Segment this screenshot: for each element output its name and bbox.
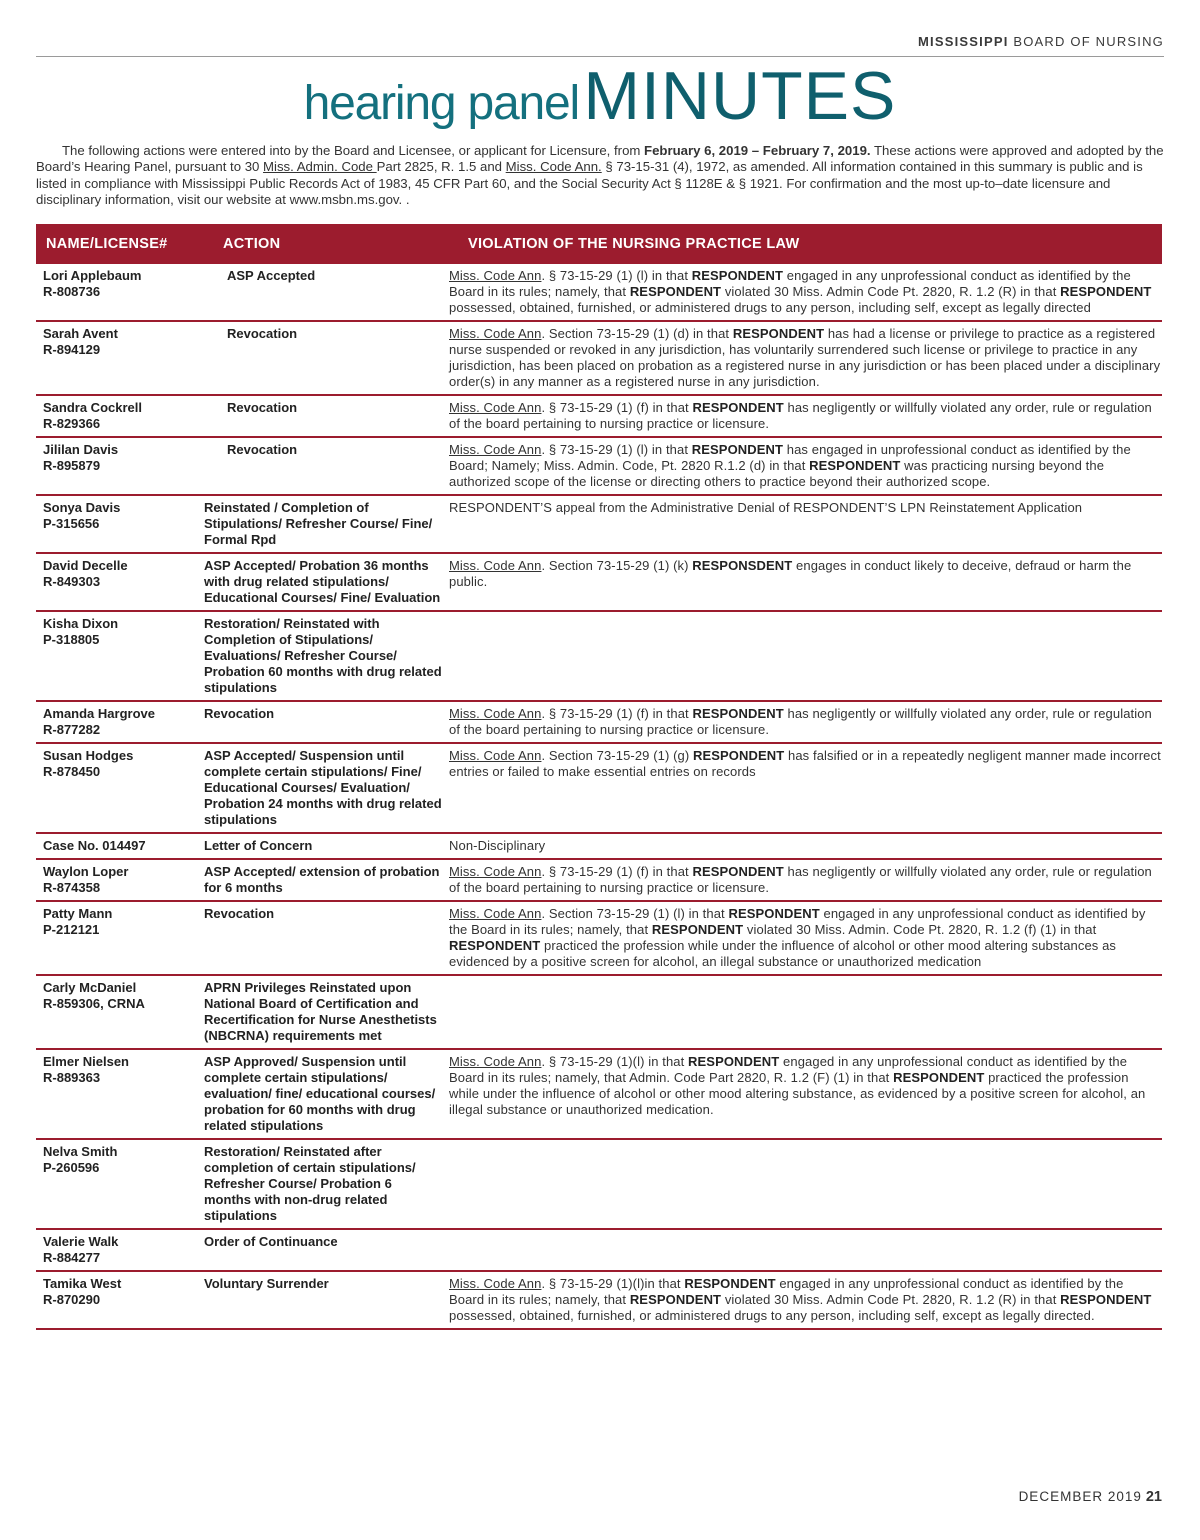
respondent-label: RESPONDENT [692,706,784,721]
action-cell: Restoration/ Reinstated with Completion of Stipulations/ Evaluations/ Refresher Course/ Probation 60 months with drug related stipulations [197,611,442,701]
code-citation: Miss. Code Ann [449,906,542,921]
licensee-name: Nelva Smith [43,1144,118,1159]
page-header [36,30,1164,57]
name-license-cell [36,495,197,553]
respondent-label: RESPONDENT [651,922,744,937]
violation-text: engaged in any unprofessional conduct as identified by the Board in its rules; namely, that [449,268,1131,299]
license-number: P-260596 [43,1160,100,1175]
respondent-label: RESPONDENT [1060,1292,1152,1307]
violation-text: . Section 73-15-29 (1) (l) in that [541,906,729,921]
violation-text: engaged in any unprofessional conduct as identified by the Board in its rules; namely, that [449,1276,1124,1307]
code-citation: Miss. Code Ann [449,268,542,283]
license-number: R-859306, CRNA [43,996,145,1011]
name-license-cell [36,701,197,743]
code-citation: Miss. Code Ann [449,748,542,763]
respondent-label: RESPONDENT [449,938,541,953]
violation-text: violated 30 Miss. Admin Code Pt. 2820, R. 1.2 (R) in that [721,1292,1061,1307]
org-name-bold: MISSISSIPPI [918,34,1009,49]
action-cell: Letter of Concern [197,833,442,859]
license-number: P-315656 [43,516,100,531]
violation-text: . § 73-15-29 (1)(l) in that [541,1054,689,1069]
violation-text: engaged in any unprofessional conduct as identified by the Board in its rules; namely, that Admin. Code Part 2820, R. 1.2 (F) (1) in that [449,1054,1128,1085]
action-cell: Reinstated / Completion of Stipulations/ Refresher Course/ Fine/ Formal Rpd [197,495,442,553]
licensee-name: David Decelle [43,558,128,573]
violation-text: has negligently or willfully violated any order, rule or regulation of the board pertaining to nursing practice or licensure. [449,400,1152,431]
name-license-cell [36,437,197,495]
table-row [36,701,1162,743]
license-number: R-878450 [43,764,101,779]
name-license-cell [36,975,197,1049]
licensee-name: Sonya Davis [43,500,121,515]
violation-cell [442,859,1162,901]
action-cell: Voluntary Surrender [197,1271,442,1329]
name-license-cell [36,395,197,437]
violation-text: . Section 73-15-29 (1) (d) in that [541,326,733,341]
violation-cell [442,1271,1162,1329]
respondent-label: RESPONDENT [688,1054,780,1069]
table-row [36,495,1162,553]
page-number: 21 [1145,1489,1162,1505]
licensee-name: Sarah Avent [43,326,118,341]
table-row [36,975,1162,1049]
table-header-row [36,224,1162,264]
name-license-cell [36,1049,197,1139]
issue-date: DECEMBER 2019 [1018,1489,1142,1504]
violation-text: violated 30 Miss. Admin. Code Pt. 2820, R. 1.2 (f) (1) in that [743,922,1097,937]
respondent-label: RESPONDENT [629,1292,722,1307]
violation-text: RESPONDENT’S appeal from the Administrative Denial of RESPONDENT’S LPN Reinstatement Application [449,500,1083,515]
violation-cell [442,395,1162,437]
respondent-label: RESPONDENT [691,268,784,283]
violation-cell [442,833,1162,859]
violation-text: engaged in any unprofessional conduct as identified by the Board in its rules; namely, that [449,906,1146,937]
licensee-name: Case No. 014497 [43,838,146,853]
publication-name [918,34,1164,49]
license-number: R-849303 [43,574,101,589]
violation-text: . § 73-15-29 (1)(l)in that [541,1276,685,1291]
respondent-label: RESPONDENT [692,400,784,415]
licensee-name: Lori Applebaum [43,268,142,283]
action-cell: Restoration/ Reinstated after completion of certain stipulations/ Refresher Course/ Probation 6 months with non-drug related stipulations [197,1139,442,1229]
name-license-cell [36,901,197,975]
respondent-label: RESPONSDENT [692,558,793,573]
code-citation: Miss. Code Ann [449,442,542,457]
violation-text: engages in conduct likely to deceive, defraud or harm the public. [449,558,1132,589]
action-cell: Revocation [197,901,442,975]
violation-text: . § 73-15-29 (1) (f) in that [541,400,693,415]
intro-s1: The following actions were entered into by the Board and Licensee, or applicant for Licensure, from [62,143,645,158]
action-cell: Revocation [197,395,442,437]
org-name-rest: BOARD OF NURSING [1013,34,1164,49]
license-number: R-895879 [43,458,101,473]
respondent-label: RESPONDENT [629,284,722,299]
table-row [36,1049,1162,1139]
licensee-name: Jililan Davis [43,442,119,457]
violation-text: possessed, obtained, furnished, or administered drugs to any person, including self, except as legally directed [449,300,1091,315]
action-cell: Revocation [197,437,442,495]
action-cell: ASP Accepted/ extension of probation for 6 months [197,859,442,901]
col-header-violation: VIOLATION OF THE NURSING PRACTICE LAW [442,224,1162,264]
action-cell: Revocation [197,701,442,743]
code-citation: Miss. Code Ann [449,558,542,573]
intro-s2: These actions were approved and adopted by the Board’s Hearing Panel, pursuant to 30 [36,143,1164,175]
licensee-name: Susan Hodges [43,748,134,763]
intro-dates: February 6, 2019 – February 7, 2019. [644,143,871,158]
violation-text: practiced the profession while under the influence of alcohol or other mood altering substances as evidenced by a positive screen for alcohol, an illegal substance or unauthorized medication [449,938,1117,969]
violation-cell [442,321,1162,395]
respondent-label: RESPONDENT [809,458,901,473]
license-number: R-894129 [43,342,101,357]
respondent-label: RESPONDENT [691,442,784,457]
licensee-name: Tamika West [43,1276,122,1291]
name-license-cell [36,611,197,701]
license-number: R-870290 [43,1292,101,1307]
violation-text: was practicing nursing beyond the authorized scope of the license or directing others to practice beyond their authorized scope. [449,458,1105,489]
minutes-table [36,224,1162,1330]
respondent-label: RESPONDENT [732,326,825,341]
code-citation: Miss. Code Ann [449,400,542,415]
table-row [36,553,1162,611]
violation-cell [442,1229,1162,1271]
intro-cite1: Miss. Admin. Code [263,159,377,175]
licensee-name: Elmer Nielsen [43,1054,129,1069]
violation-text: . Section 73-15-29 (1) (k) [541,558,693,573]
violation-text: Non-Disciplinary [449,838,546,853]
violation-text: . § 73-15-29 (1) (f) in that [541,706,693,721]
col-header-name: NAME/LICENSE# [36,224,197,264]
respondent-label: RESPONDENT [728,906,820,921]
license-number: R-884277 [43,1250,101,1265]
table-row [36,321,1162,395]
table-row [36,743,1162,833]
license-number: R-829366 [43,416,101,431]
name-license-cell [36,1229,197,1271]
license-number: R-889363 [43,1070,101,1085]
licensee-name: Amanda Hargrove [43,706,155,721]
violation-text: has negligently or willfully violated any order, rule or regulation of the board pertaining to nursing practice or licensure. [449,864,1152,895]
table-row [36,1271,1162,1329]
respondent-label: RESPONDENT [692,864,784,879]
violation-cell [442,264,1162,321]
action-cell: ASP Accepted [197,264,442,321]
respondent-label: RESPONDENT [1060,284,1152,299]
licensee-name: Sandra Cockrell [43,400,142,415]
name-license-cell [36,553,197,611]
violation-cell [442,701,1162,743]
table-row [36,901,1162,975]
license-number: P-212121 [43,922,100,937]
code-citation: Miss. Code Ann [449,326,542,341]
table-row [36,437,1162,495]
violation-text: . § 73-15-29 (1) (l) in that [541,442,692,457]
page-footer [1019,1489,1162,1505]
table-row [36,611,1162,701]
licensee-name: Valerie Walk [43,1234,119,1249]
action-cell: Order of Continuance [197,1229,442,1271]
violation-cell [442,437,1162,495]
violation-text: . Section 73-15-29 (1) (g) [541,748,693,763]
violation-cell [442,611,1162,701]
code-citation: Miss. Code Ann [449,1276,542,1291]
licensee-name: Waylon Loper [43,864,129,879]
action-cell: Revocation [197,321,442,395]
intro-s4: § 73-15-31 (4), 1972, as amended. All information contained in this summary is public and is listed in compliance with Mississippi Public Records Act of 1983, 45 CFR Part 60, and the Social Security Act § 1128E & § 1921. For confirmation and the most up-to–date licensure and disciplinary information, visit our website at www.msbn.ms.gov. . [36,159,1143,207]
respondent-label: RESPONDENT [893,1070,985,1085]
code-citation: Miss. Code Ann [449,1054,542,1069]
licensee-name: Carly McDaniel [43,980,137,995]
code-citation: Miss. Code Ann [449,706,542,721]
violation-text: possessed, obtained, furnished, or administered drugs to any person, including self, except as legally directed. [449,1308,1095,1323]
intro-s3: Part 2825, R. 1.5 and [376,159,506,175]
violation-text: . § 73-15-29 (1) (f) in that [541,864,693,879]
violation-text: violated 30 Miss. Admin Code Pt. 2820, R. 1.2 (R) in that [721,284,1061,299]
table-row [36,1139,1162,1229]
violation-cell [442,743,1162,833]
license-number: R-877282 [43,722,101,737]
intro-cite2: Miss. Code Ann. [505,159,602,175]
name-license-cell [36,743,197,833]
violation-cell [442,495,1162,553]
license-number: R-874358 [43,880,101,895]
licensee-name: Patty Mann [43,906,113,921]
page-title [0,58,1200,134]
table-row [36,264,1162,321]
license-number: P-318805 [43,632,100,647]
code-citation: Miss. Code Ann [449,864,542,879]
respondent-label: RESPONDENT [684,1276,776,1291]
license-number: R-808736 [43,284,101,299]
name-license-cell [36,1271,197,1329]
violation-cell [442,975,1162,1049]
violation-cell [442,1139,1162,1229]
violation-text: has negligently or willfully violated any order, rule or regulation of the board pertaining to nursing practice or licensure. [449,706,1152,737]
violation-cell [442,901,1162,975]
violation-text: has falsified or in a repeatedly negligent manner made incorrect entries or failed to make essential entries on records [449,748,1161,779]
action-cell: APRN Privileges Reinstated upon National Board of Certification and Recertification for Nurse Anesthetists (NBCRNA) requirements met [197,975,442,1049]
name-license-cell [36,1139,197,1229]
name-license-cell [36,264,197,321]
table-row [36,1229,1162,1271]
table-row [36,833,1162,859]
name-license-cell [36,321,197,395]
action-cell: ASP Accepted/ Suspension until complete certain stipulations/ Fine/ Educational Courses/ Evaluation/ Probation 24 months with drug related stipulations [197,743,442,833]
violation-text: has had a license or privilege to practice as a registered nurse suspended or revoked in any jurisdiction, has voluntarily surrendered such license or privilege to practice in any jurisdiction, has been placed on probation as a registered nurse in any jurisdiction or has been placed under a disciplinary order(s) in any manner as a registered nurse in any jurisdiction. [449,326,1161,389]
action-cell: ASP Accepted/ Probation 36 months with drug related stipulations/ Educational Courses/ Fine/ Evaluation [197,553,442,611]
violation-cell [442,553,1162,611]
respondent-label: RESPONDENT [693,748,785,763]
intro-paragraph [36,143,1166,208]
licensee-name: Kisha Dixon [43,616,119,631]
table-row [36,859,1162,901]
name-license-cell [36,859,197,901]
col-header-action: ACTION [197,224,442,264]
violation-text: . § 73-15-29 (1) (l) in that [541,268,692,283]
violation-text: has engaged in unprofessional conduct as identified by the Board; Namely; Miss. Admin. Code, Pt. 2820 R.1.2 (d) in that [449,442,1131,473]
title-large: MINUTES [583,58,897,134]
action-cell: ASP Approved/ Suspension until complete certain stipulations/ evaluation/ fine/ educational courses/ probation for 60 months with drug related stipulations [197,1049,442,1139]
table-row [36,395,1162,437]
name-license-cell [36,833,197,859]
violation-text: practiced the profession while under the influence of alcohol or other mood altering substance, as evidenced by a positive screen for alcohol, an illegal substance or unauthorized medication. [449,1070,1146,1117]
violation-cell [442,1049,1162,1139]
title-small: hearing panel [303,77,579,130]
